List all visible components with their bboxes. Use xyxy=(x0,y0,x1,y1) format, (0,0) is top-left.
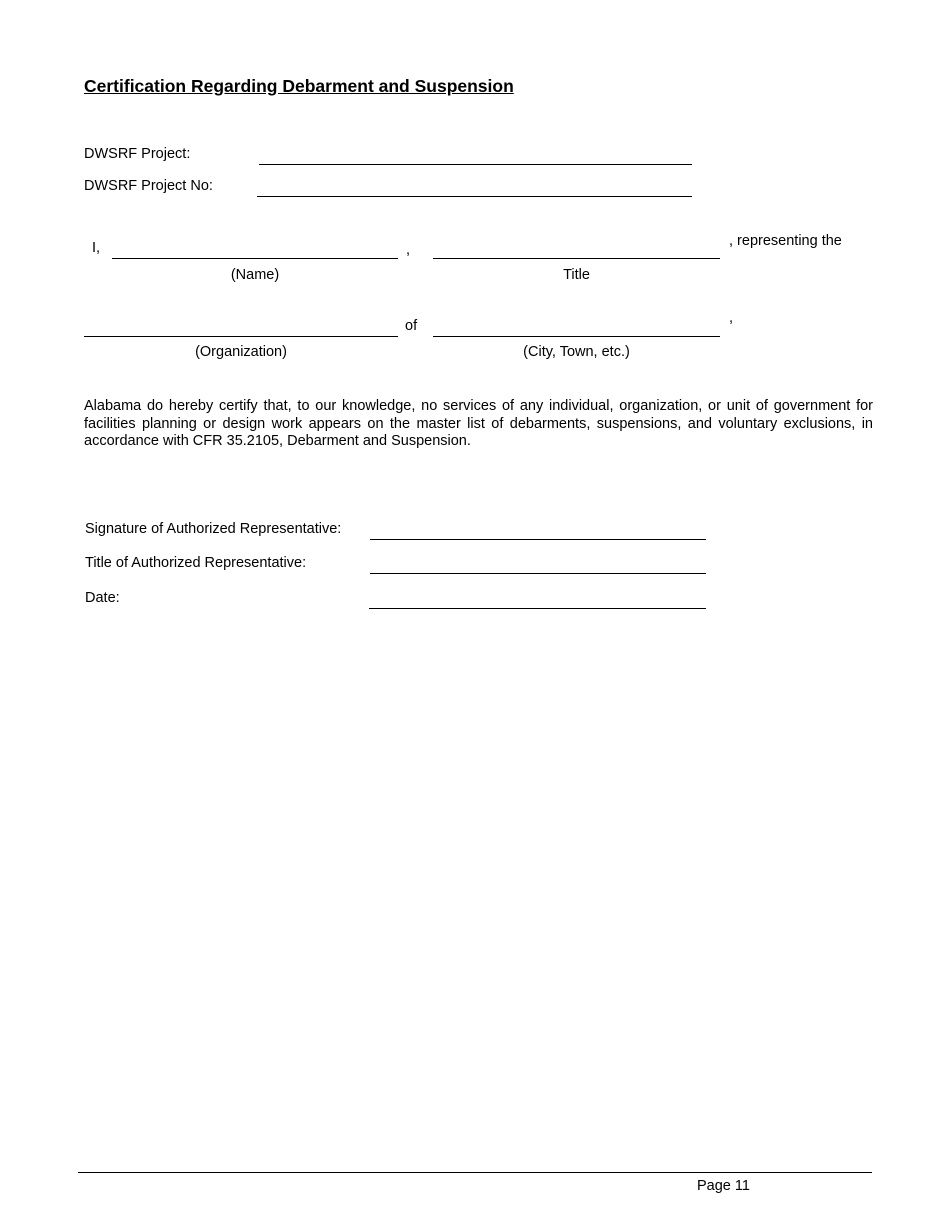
title-caption: Title xyxy=(563,267,590,283)
title-field[interactable] xyxy=(433,258,720,259)
page-number: Page 11 xyxy=(697,1178,750,1194)
representing-text: , representing the xyxy=(729,233,842,249)
name-title-separator: , xyxy=(406,242,411,258)
project-label: DWSRF Project: xyxy=(84,146,191,162)
name-field[interactable] xyxy=(112,258,398,259)
signature-field[interactable] xyxy=(370,539,706,540)
organization-field[interactable] xyxy=(84,336,398,337)
page-title: Certification Regarding Debarment and Suspension xyxy=(84,76,514,96)
organization-caption: (Organization) xyxy=(195,344,287,360)
city-caption: (City, Town, etc.) xyxy=(523,344,630,360)
footer-divider xyxy=(78,1172,872,1173)
date-field[interactable] xyxy=(369,608,706,609)
project-field[interactable] xyxy=(259,164,692,165)
rep-title-label: Title of Authorized Representative: xyxy=(85,555,307,571)
signature-label: Signature of Authorized Representative: xyxy=(85,521,342,537)
i-label: I, xyxy=(92,240,101,256)
date-label: Date: xyxy=(85,590,120,606)
certification-paragraph: Alabama do hereby certify that, to our knowledge, no services of any individual, organization, or unit of government for facilities planning or design work appears on the master list of debarments, suspensions, and voluntary exclusions, in accordance with CFR 35.2105, Debarment and Suspension. xyxy=(84,398,873,450)
of-label: of xyxy=(405,318,418,334)
trailing-comma: , xyxy=(729,310,734,326)
project-no-field[interactable] xyxy=(257,196,692,197)
name-caption: (Name) xyxy=(230,267,280,283)
project-no-label: DWSRF Project No: xyxy=(84,178,213,194)
city-field[interactable] xyxy=(433,336,720,337)
rep-title-field[interactable] xyxy=(370,573,706,574)
